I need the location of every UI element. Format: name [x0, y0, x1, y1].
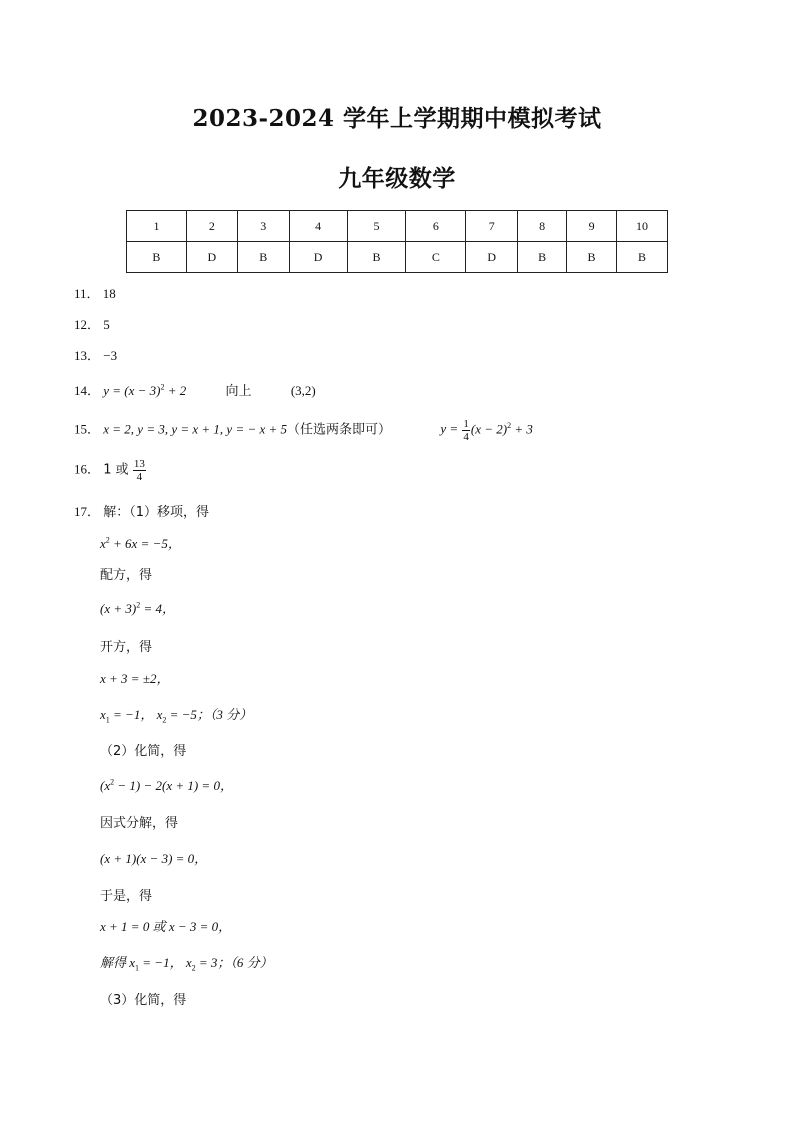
- formula-part: + 3: [511, 421, 533, 437]
- fraction-denominator: 4: [136, 471, 143, 483]
- formula-part: x: [100, 536, 106, 551]
- table-cell: 10: [617, 211, 668, 242]
- formula-part: y = (x − 3): [103, 383, 161, 398]
- fraction-denominator: 4: [463, 431, 469, 443]
- table-cell: 3: [237, 211, 289, 242]
- subscript: 2: [191, 963, 196, 973]
- table-cell: C: [406, 242, 466, 273]
- table-cell: 6: [406, 211, 466, 242]
- solution-line: (x + 1)(x − 3) = 0，: [100, 851, 208, 866]
- formula-part: y =: [440, 421, 459, 437]
- table-cell: D: [289, 242, 347, 273]
- page-subtitle: 九年级数学: [338, 165, 456, 192]
- fraction-numerator: 1: [463, 418, 469, 430]
- solution-line: （2）化简，得: [100, 744, 187, 759]
- formula-part: 解得 x: [100, 955, 136, 970]
- table-cell: B: [127, 242, 187, 273]
- formula-part: + 6x = −5，: [109, 536, 181, 551]
- table-cell: 2: [186, 211, 237, 242]
- fraction: [462, 418, 470, 443]
- solution-line: [100, 533, 181, 552]
- solution-line: [100, 952, 273, 973]
- table-cell: 9: [567, 211, 617, 242]
- question-number-row: [127, 211, 668, 242]
- question-number: 12．: [74, 317, 101, 332]
- answer-value: 5: [103, 317, 110, 332]
- solution-line: [100, 775, 233, 794]
- question-number: 13．: [74, 348, 101, 363]
- table-cell: B: [518, 242, 567, 273]
- table-cell: 8: [518, 211, 567, 242]
- question-number: 16．: [74, 461, 101, 477]
- note-text: （任选两条即可）: [287, 422, 392, 438]
- table-cell: 7: [466, 211, 518, 242]
- table-cell: B: [617, 242, 668, 273]
- table-cell: B: [347, 242, 406, 273]
- answer-table: [126, 210, 668, 273]
- table-cell: 1: [127, 211, 187, 242]
- subscript: 1: [135, 963, 140, 973]
- answer-12: [74, 314, 110, 333]
- question-number: 15．: [74, 421, 101, 437]
- table-cell: 4: [289, 211, 347, 242]
- formula-part: x = 2, y = 3, y = x + 1, y = − x + 5: [103, 421, 288, 437]
- formula-part: = −1， x: [109, 707, 163, 722]
- question-number: 17．: [74, 504, 101, 519]
- subscript: 2: [162, 715, 167, 725]
- formula-part: = 4，: [140, 601, 175, 616]
- fraction-numerator: 13: [133, 458, 145, 470]
- answer-15: [74, 418, 533, 443]
- answer-13: [74, 345, 117, 364]
- exponent: 2: [110, 777, 115, 787]
- answer-11: [74, 283, 116, 302]
- exponent: 2: [160, 382, 165, 392]
- solution-line: 于是，得: [100, 889, 153, 904]
- solution-line: 因式分解，得: [100, 816, 179, 831]
- solution-line: 开方，得: [100, 640, 153, 655]
- formula-part: + 2: [164, 383, 187, 398]
- solution-text: 解：（1）移项，得: [103, 505, 210, 520]
- solution-line: 配方，得: [100, 568, 153, 583]
- table-cell: 5: [347, 211, 406, 242]
- solution-line: [100, 598, 175, 617]
- table-cell: B: [567, 242, 617, 273]
- answer-value: −3: [103, 348, 118, 363]
- answer-16: [74, 458, 147, 483]
- formula-part: (x + 3): [100, 601, 137, 616]
- formula-part: (x − 2): [470, 421, 508, 437]
- exponent: 2: [105, 535, 110, 545]
- direction-text: 向上: [225, 384, 252, 399]
- table-cell: D: [186, 242, 237, 273]
- answer-row: [127, 242, 668, 273]
- answer-14: [74, 380, 316, 399]
- solution-line: x + 1 = 0 或 x − 3 = 0，: [100, 919, 232, 934]
- solution-line: x + 3 = ±2，: [100, 671, 170, 686]
- answer-17-heading: [74, 501, 209, 520]
- formula-part: = −1， x: [139, 955, 192, 970]
- question-number: 11．: [74, 286, 100, 301]
- answer-value: 1 或: [103, 462, 129, 478]
- table-cell: B: [237, 242, 289, 273]
- fraction: [133, 458, 146, 483]
- subscript: 1: [105, 715, 110, 725]
- formula-part: (x: [100, 778, 111, 793]
- table-cell: D: [466, 242, 518, 273]
- solution-line: [100, 704, 252, 725]
- answer-value: 18: [102, 286, 116, 301]
- solution-line: （3）化简，得: [100, 993, 187, 1008]
- exponent: 2: [136, 600, 141, 610]
- formula-part: = −5；（3 分）: [166, 707, 253, 722]
- formula-part: = 3；（6 分）: [195, 955, 273, 970]
- page-title: 2023-2024 学年上学期期中模拟考试: [192, 105, 602, 132]
- question-number: 14．: [74, 383, 101, 398]
- formula-part: − 1) − 2(x + 1) = 0，: [114, 778, 233, 793]
- exponent: 2: [507, 421, 512, 431]
- vertex-text: (3,2): [290, 383, 316, 398]
- formula-part: x: [100, 707, 106, 722]
